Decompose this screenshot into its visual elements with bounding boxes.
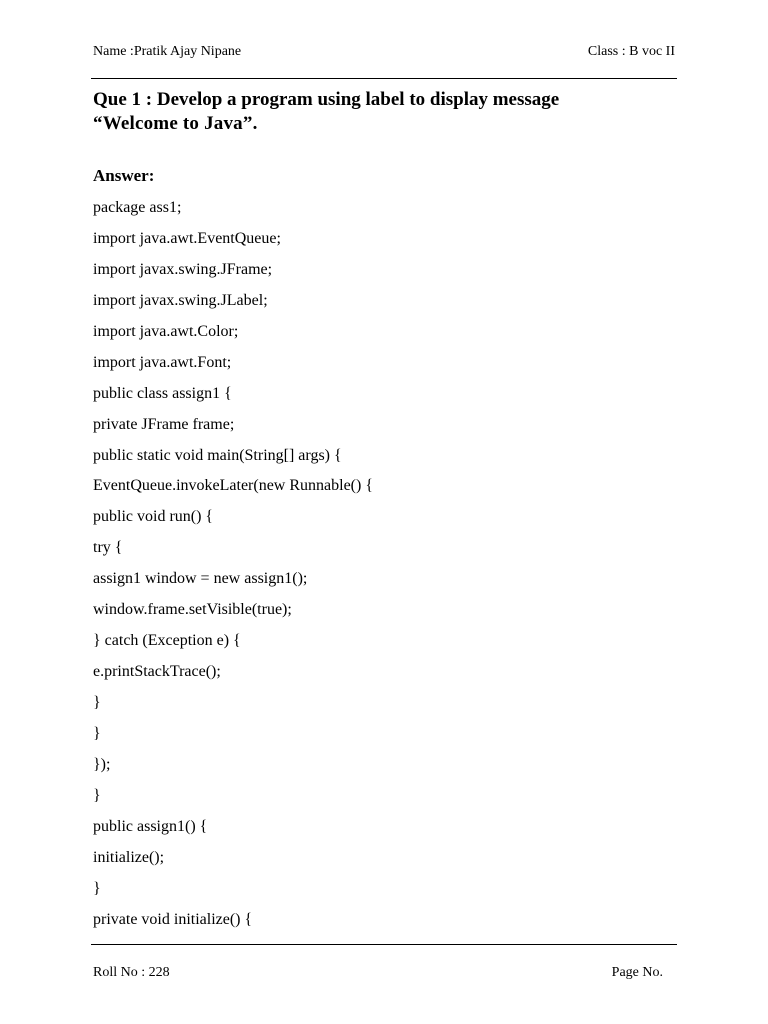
code-line: } catch (Exception e) {: [93, 632, 241, 650]
code-line: }: [93, 694, 101, 711]
code-line: import java.awt.Color;: [93, 322, 239, 340]
code-line: package ass1;: [93, 199, 182, 216]
code-line: initialize();: [93, 848, 165, 866]
code-line: import java.awt.EventQueue;: [93, 229, 281, 247]
code-line: public assign1() {: [93, 817, 208, 835]
roll-number: Roll No : 228: [93, 965, 170, 980]
code-line: window.frame.setVisible(true);: [93, 601, 292, 619]
code-line: }: [93, 879, 101, 897]
code-line: EventQueue.invokeLater(new Runnable() {: [93, 477, 374, 495]
code-line: public class assign1 {: [93, 384, 232, 402]
header-divider: [91, 78, 677, 79]
code-line: public void run() {: [93, 508, 214, 526]
code-line: private void initialize() {: [93, 910, 253, 928]
code-line: import javax.swing.JLabel;: [93, 291, 268, 309]
footer-divider: [91, 944, 677, 945]
code-line: e.printStackTrace();: [93, 663, 221, 681]
question-heading: [93, 88, 693, 136]
page-number-label: Page No.: [611, 965, 663, 980]
code-line: import java.awt.Font;: [93, 353, 232, 371]
answer-label: Answer:: [93, 166, 155, 185]
code-line: private JFrame frame;: [93, 415, 235, 433]
code-line: }: [93, 724, 101, 742]
code-line: public static void main(String[] args) {: [93, 446, 342, 464]
code-line: import javax.swing.JFrame;: [93, 260, 273, 278]
question-line-1: Que 1 : Develop a program using label to display message: [93, 89, 560, 110]
student-name: Name :Pratik Ajay Nipane: [93, 44, 242, 59]
code-line: try {: [93, 539, 123, 557]
code-line: });: [93, 755, 111, 773]
code-listing: [93, 198, 373, 941]
class-label: Class : B voc II: [587, 44, 675, 59]
code-line: }: [93, 786, 101, 804]
code-line: assign1 window = new assign1();: [93, 570, 308, 588]
question-line-2: “Welcome to Java”.: [93, 113, 258, 134]
